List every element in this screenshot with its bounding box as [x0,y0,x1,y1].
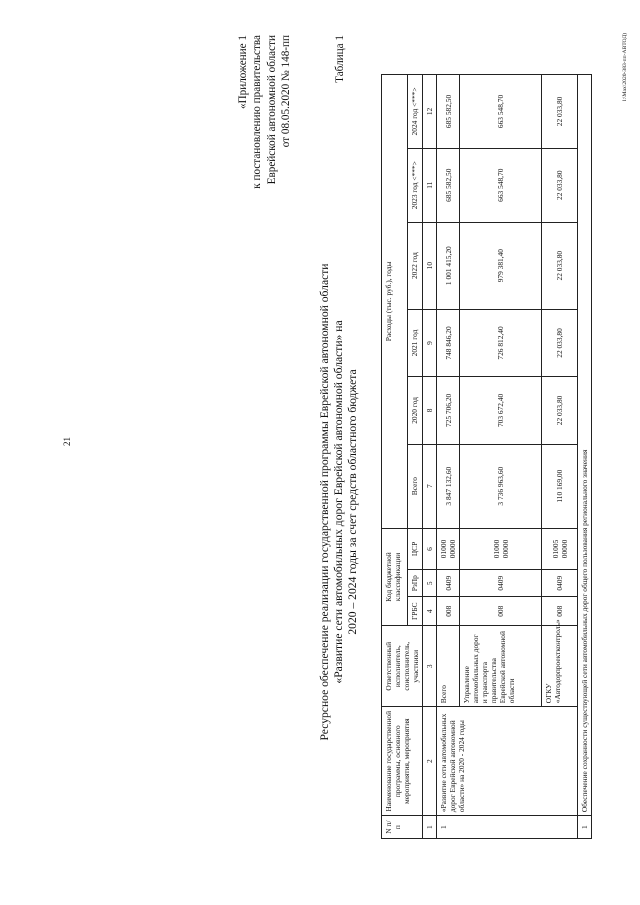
row-2022: 1 001 415,20 [437,222,460,309]
row-2021: 22 033,80 [542,309,578,376]
row-2021: 748 846,20 [437,309,460,376]
column-number: 5 [423,570,437,597]
column-number: 4 [423,597,437,626]
header-rzpr: РзПр [407,570,423,597]
event-text: Обеспечение сохранности существующей сети автомобильных дорог общего пользования регионального значения [578,75,592,816]
title-line-2: «Развитие сети автомобильных дорог Еврейской автономной области» на [332,320,346,684]
row-csr: 01000 00000 [460,528,542,570]
row-grbs: 008 [437,597,460,626]
column-number: 7 [423,444,437,528]
program-number: 1 [437,816,578,839]
row-2023: 22 033,80 [542,148,578,222]
row-2024: 663 548,70 [460,75,542,149]
title-line-1: Ресурсное обеспечение реализации государственной программы Еврейской автономной области [318,263,331,741]
column-number: 10 [423,222,437,309]
event-number: 1 [578,816,592,839]
row-2024: 685 582,50 [437,75,460,149]
row-2022: 22 033,80 [542,222,578,309]
row-2020: 703 672,40 [460,377,542,444]
appendix-block [236,35,293,189]
header-name: Наименование государственной программы, основного мероприятия, мероприятия [382,707,423,816]
row-2024: 22 033,80 [542,75,578,149]
row-executor: Всего [437,626,460,707]
page-number: 21 [62,437,72,446]
appendix-line-4: от 08.05.2020 № 148-пп [279,35,292,148]
document-title [318,202,360,802]
row-grbs: 008 [460,597,542,626]
row-total: 110 169,00 [542,444,578,528]
header-grbs: ГРБС [407,597,423,626]
appendix-line-1: «Приложение 1 [237,35,249,110]
header-expenses: Расходы (тыс. руб.), годы [382,75,408,529]
column-number-row [423,75,437,839]
row-executor: Управление автомобильных дорог и транспорта правительства Еврейской автономной области [460,626,542,707]
column-number: 11 [423,148,437,222]
budget-table [381,74,592,839]
column-number: 9 [423,309,437,376]
row-csr: 01000 00000 [437,528,460,570]
row-rzpr: 0409 [460,570,542,597]
header-2023: 2023 год <***> [407,148,423,222]
row-total: 3 736 963,60 [460,444,542,528]
header-2022: 2022 год [407,222,423,309]
row-2021: 726 812,40 [460,309,542,376]
header-total: Всего [407,444,423,528]
row-2023: 663 548,70 [460,148,542,222]
row-csr: 01005 00000 [542,528,578,570]
header-2021: 2021 год [407,309,423,376]
row-2022: 979 381,40 [460,222,542,309]
row-grbs: 008 [542,597,578,626]
event-row [578,75,592,839]
table-label: Таблица 1 [334,35,346,83]
appendix-line-3: Еврейской автономной области [265,35,278,185]
footnote: l:\Max\2020-383-пп-АВТОД) [622,33,628,102]
row-executor: ОГКУ «Автодорпроектконтроль» [542,626,578,707]
column-number: 6 [423,528,437,570]
row-rzpr: 0409 [437,570,460,597]
header-budget-code: Код бюджетной классификации [382,528,408,626]
rotated-page-content [230,27,640,862]
column-number: 2 [423,707,437,816]
appendix-line-2: к постановлению правительства [251,35,264,189]
header-2024: 2024 год <***> [407,75,423,149]
table-row [437,75,460,839]
column-number: 12 [423,75,437,149]
column-number: 1 [423,816,437,839]
row-rzpr: 0409 [542,570,578,597]
header-csr: ЦСР [407,528,423,570]
header-executor: Ответственный исполнитель, соисполнитель, участники [382,626,423,707]
row-2023: 685 582,50 [437,148,460,222]
column-number: 8 [423,377,437,444]
header-num: N п/п [382,816,423,839]
column-number: 3 [423,626,437,707]
row-2020: 725 706,20 [437,377,460,444]
title-line-3: 2020 – 2024 годы за счет средств областного бюджета [346,369,360,635]
header-2020: 2020 год [407,377,423,444]
header-row-1 [382,75,408,839]
program-name: «Развитие сети автомобильных дорог Еврейской автономной области» на 2020 - 2024 годы [437,707,578,816]
row-total: 3 847 132,60 [437,444,460,528]
row-2020: 22 033,80 [542,377,578,444]
